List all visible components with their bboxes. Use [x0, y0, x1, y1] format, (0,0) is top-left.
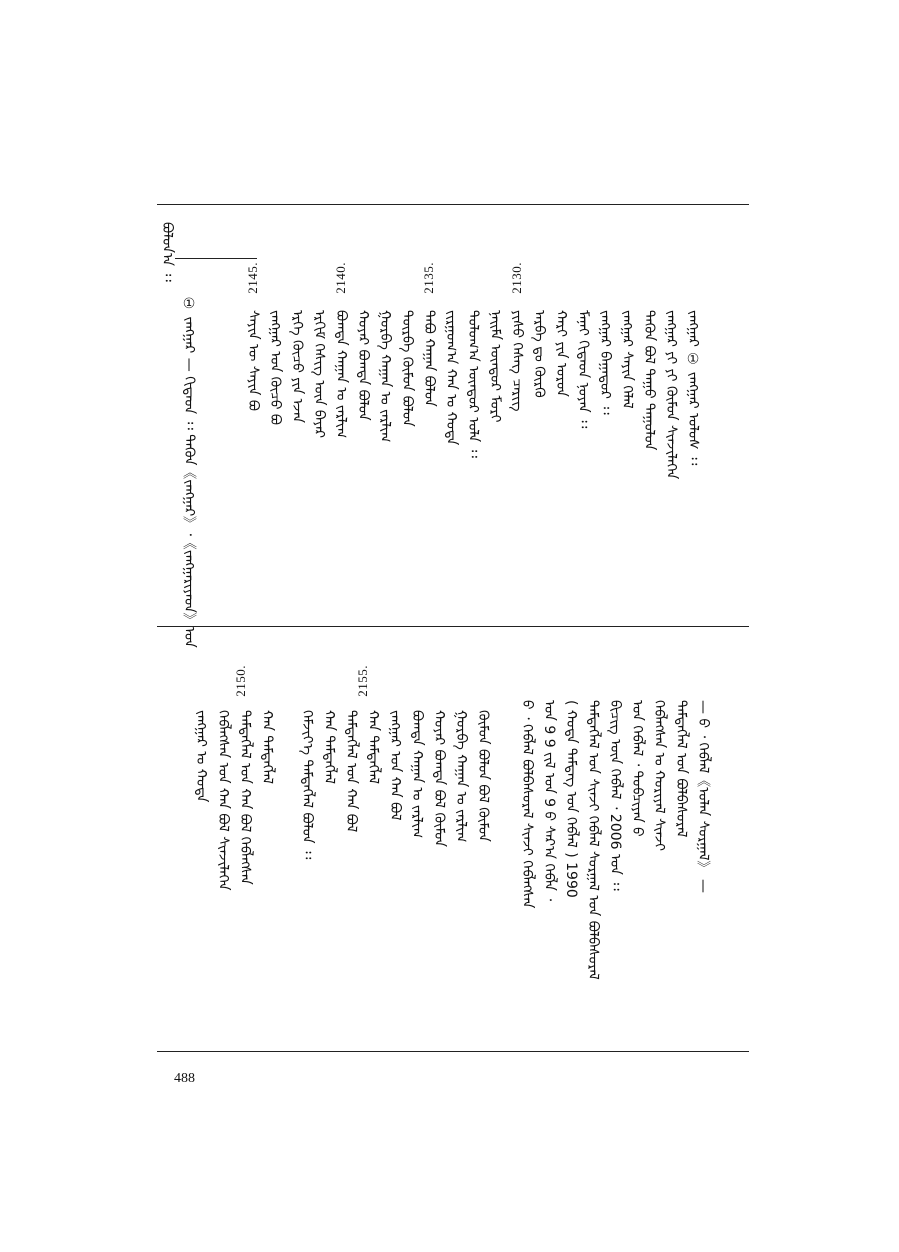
- footnote-line: ᠲᠡᠮᠳᠡᠭᠯᠡᠯ ᠤᠨ ᠰᠢᠨᠵᠢ ᠬᠡᠪᠯᠡᠯ ᠰᠤᠷᠭᠠᠯ ᠤᠨ ᠪᠣᠯᠪᠠᠰᠤᠷᠠᠯ: [585, 700, 601, 980]
- verse-line: ᠡᠷᠬᠢᠮ ᠬᠡᠰᠢᠭ ᠦᠨ ᠪᠠᠶᠠᠷ: [311, 310, 327, 439]
- verse-line: ᠬᠠᠨ ᠲᠡᠮᠳᠡᠭᠯᠡᠯ: [259, 710, 275, 784]
- verse-line: ᠵᠠᠩᠭᠠᠷ ᠤᠨ ᠬᠦᠴᠦ ᠪᠣ: [267, 310, 283, 426]
- verse-line: ᠭᠤᠷᠪᠠ ᠬᠠᠭᠠᠨ ᠤ ᠵᠠᠷᠯᠢᠭ: [377, 310, 393, 443]
- middle-rule: [157, 626, 749, 627]
- verse-line: ᠬᠣᠶᠠᠷ ᠪᠣᠭᠳᠠ ᠪᠣᠯ ᠬᠦᠮᠦᠨ: [431, 710, 447, 847]
- verse-line: ᠲᠡᠭᠦᠨ ᠪᠣᠯ ᠳᠠᠭᠤ ᠳᠠᠭᠤᠯᠤᠨ: [641, 310, 657, 451]
- footnote-line: ᠪᠣᠯᠤᠨ᠎ᠠ ᠄᠄: [159, 222, 175, 282]
- verse-line: ᠬᠦᠮᠦᠨ ᠪᠣᠯᠤᠨ ᠪᠣᠯ ᠬᠦᠮᠦᠨ: [475, 710, 491, 842]
- verse-line: ᠵᠢᠷᠭᠤᠭ᠎ᠠ ᠬᠠᠨ ᠤ ᠬᠣᠲᠠ: [443, 310, 459, 446]
- verse-line: ᠬᠠᠨ ᠲᠡᠮᠳᠡᠭᠯᠡᠯ: [321, 710, 337, 784]
- verse-line: ᠲᠡᠮᠳᠡᠭᠯᠡᠯ ᠤᠨ ᠬᠠᠨ ᠪᠣᠯ ᠬᠡᠪᠯᠡᠭᠰᠡᠨ: [237, 710, 253, 885]
- line-number: 2150.: [233, 665, 248, 697]
- verse-line: ᠮᠠᠨᠠᠢ ᠬᠢᠲᠠᠳ ᠨᠣᠶᠠᠨ ᠄᠄: [575, 310, 591, 429]
- line-number: 2145.: [245, 262, 260, 294]
- footnote-line: ᠤᠨ 9 9 ᠵᠢᠯ ᠤᠨ 9 ᠪ ᠰᠠᠷ᠎ᠠ ᠬᠡᠪᠯᠡ ᠂: [541, 700, 557, 901]
- footnote-line: ( ᠬᠣᠲᠠ ᠲᠡᠮᠳᠡᠭ ᠤᠨ ᠬᠡᠪᠯᠡᠯ ) 1990: [563, 700, 579, 898]
- footnote-line: ᠤᠨ ᠬᠡᠪᠯᠡᠯ ᠂ ᠲᠣᠪᠴᠢᠶᠠᠨ ᠪ: [629, 700, 645, 837]
- verse-line: ᠪᠣᠭᠳᠠ ᠬᠠᠭᠠᠨ ᠤ ᠵᠠᠷᠯᠢᠭ: [409, 710, 425, 839]
- verse-line: ᠵᠠᠩᠭᠠᠷ ᠰᠠᠶᠢᠨ ᠬᠡᠯᠡᠯ: [619, 310, 635, 409]
- verse-line: ᠡᠷᠬᠡ ᠬᠦᠴᠦ ᠶᠢᠨ ᠡᠵᠡᠨ: [289, 310, 305, 423]
- verse-line: ᠵᠠᠩᠭᠠᠷ ᠤ ᠬᠣᠲᠠ: [193, 710, 209, 803]
- footnote-line: ᠬᠡᠪᠯᠡᠭᠰᠡᠨ ᠤ ᠬᠣᠷᠢᠶᠠᠯ ᠰᠢᠨᠵᠢ: [651, 700, 667, 852]
- footnote-line: ᠲᠡᠮᠳᠡᠭᠯᠡᠯ ᠤᠨ ᠪᠣᠯᠪᠠᠰᠤᠷᠠᠯ: [673, 700, 689, 838]
- verse-line: ᠨᠠᠢᠮᠠ ᠦᠨᠳᠦᠷ ᠮᠣᠷᠢ: [487, 310, 503, 423]
- verse-line: ᠪᠣᠭᠳᠠ ᠬᠠᠭᠠᠨ ᠤ ᠵᠠᠷᠯᠢᠭ: [333, 310, 349, 439]
- footnote-line: ① ᠵᠠᠩᠭᠠᠷ — ᠬᠢᠳᠠᠳ ᠄᠄ ᠲᠡᠭᠦᠨ《ᠵᠠᠩᠭᠠᠷ》᠂《ᠵᠠᠩᠭᠠᠷᠢᠶᠠᠳ》ᠤᠨ: [181, 296, 197, 648]
- verse-line: ᠭᠤᠷᠪᠠ ᠬᠠᠭᠠᠨ ᠤ ᠵᠠᠷᠯᠢᠭ: [453, 710, 469, 843]
- verse-line: ᠳᠣᠯᠣᠭ᠎ᠠ ᠦᠨᠳᠦᠷ ᠤᠯᠠ ᠄᠄: [465, 310, 481, 458]
- line-number: 2140.: [333, 262, 348, 294]
- footnote-line: ᠪ ᠂ ᠬᠡᠪᠯᠡᠯ ᠪᠣᠯᠪᠠᠰᠤᠷᠠᠯ ᠰᠢᠨᠵᠢ ᠬᠡᠪᠯᠡᠭᠰᠡᠨ: [519, 700, 535, 909]
- page-number: 488: [174, 1071, 195, 1086]
- verse-line: ᠬᠠᠨ ᠲᠡᠮᠳᠡᠭᠯᠡᠯ: [365, 710, 381, 784]
- bottom-rule: [157, 1051, 749, 1052]
- verse-line: ᠵᠠᠩᠭᠠᠷ ᠤᠨ ᠬᠠᠨ ᠪᠣᠯ: [387, 710, 403, 821]
- footnote-line: ᠪᠢᠴᠢᠭ ᠦᠨ ᠬᠡᠪᠯᠡᠯ ᠂ 2006 ᠣᠨ ᠄᠄: [607, 700, 623, 891]
- line-number: 2135.: [421, 262, 436, 294]
- footnote-line: — ᠪ ᠂ ᠬᠡᠪᠯᠡᠯ《ᠤᠯᠠᠨ ᠰᠤᠷᠭᠠᠯ》 —: [695, 700, 711, 893]
- verse-line: ᠬᠡᠮᠵᠢᠶ᠎ᠡ ᠲᠡᠮᠳᠡᠭᠯᠡᠯ ᠪᠣᠯᠤᠨ ᠄᠄: [299, 710, 315, 860]
- footnote-separator: [175, 258, 257, 259]
- verse-line: ᠬᠡᠪᠯᠡᠭᠰᠡᠨ ᠤᠨ ᠬᠠᠨ ᠪᠣᠯ ᠰᠢᠨᠵᠢᠯᠡᠭᠡᠨ: [215, 710, 231, 891]
- verse-line: ᠲᠡᠮᠳᠡᠭᠯᠡᠯ ᠤᠨ ᠬᠠᠨ ᠪᠣᠯ: [343, 710, 359, 833]
- verse-line: ᠶᠢᠰᠦ ᠬᠡᠰᠡᠭ ᠴᠡᠷᠢᠭ: [509, 310, 525, 412]
- line-number: 2130.: [509, 262, 524, 294]
- top-rule: [157, 204, 749, 205]
- verse-line: ᠳᠥᠷᠪᠡ ᠬᠦᠮᠦᠨ ᠪᠣᠯᠤᠨ: [399, 310, 415, 427]
- verse-line: ᠠᠷᠪᠠ ᠳᠤ ᠬᠦᠷᠬᠦ: [531, 310, 547, 398]
- line-number: 2155.: [355, 665, 370, 697]
- verse-line: ᠵᠠᠩᠭᠠᠷ ᠶᠢ ᠶᠢ ᠬᠦᠮᠦᠨ ᠰᠢᠨᠵᠢᠯᠡᠭᠡᠨ: [663, 310, 679, 480]
- verse-line: ᠵᠠᠩᠭᠠᠷ ᠪᠠᠭᠠᠲᠤᠷ ᠄᠄: [597, 310, 613, 415]
- verse-line: ᠲᠠᠪᠤ ᠬᠠᠭᠠᠨ ᠪᠣᠯᠤᠨ: [421, 310, 437, 407]
- verse-line: ᠬᠣᠶᠠᠷ ᠪᠣᠭᠳᠠ ᠪᠣᠯᠤᠨ: [355, 310, 371, 421]
- verse-line: ᠰᠠᠶᠢᠨ ᠦ ᠰᠠᠶᠢᠨ ᠪᠣ: [245, 310, 261, 411]
- verse-line: ᠵᠠᠩᠭᠠᠷ ① ᠵᠠᠩᠭᠠᠷ ᠤᠯᠤᠰ ᠄᠄: [685, 310, 701, 466]
- verse-line: ᠬᠠᠷᠢ ᠶᠢᠨ ᠣᠷᠣᠨ: [553, 310, 569, 397]
